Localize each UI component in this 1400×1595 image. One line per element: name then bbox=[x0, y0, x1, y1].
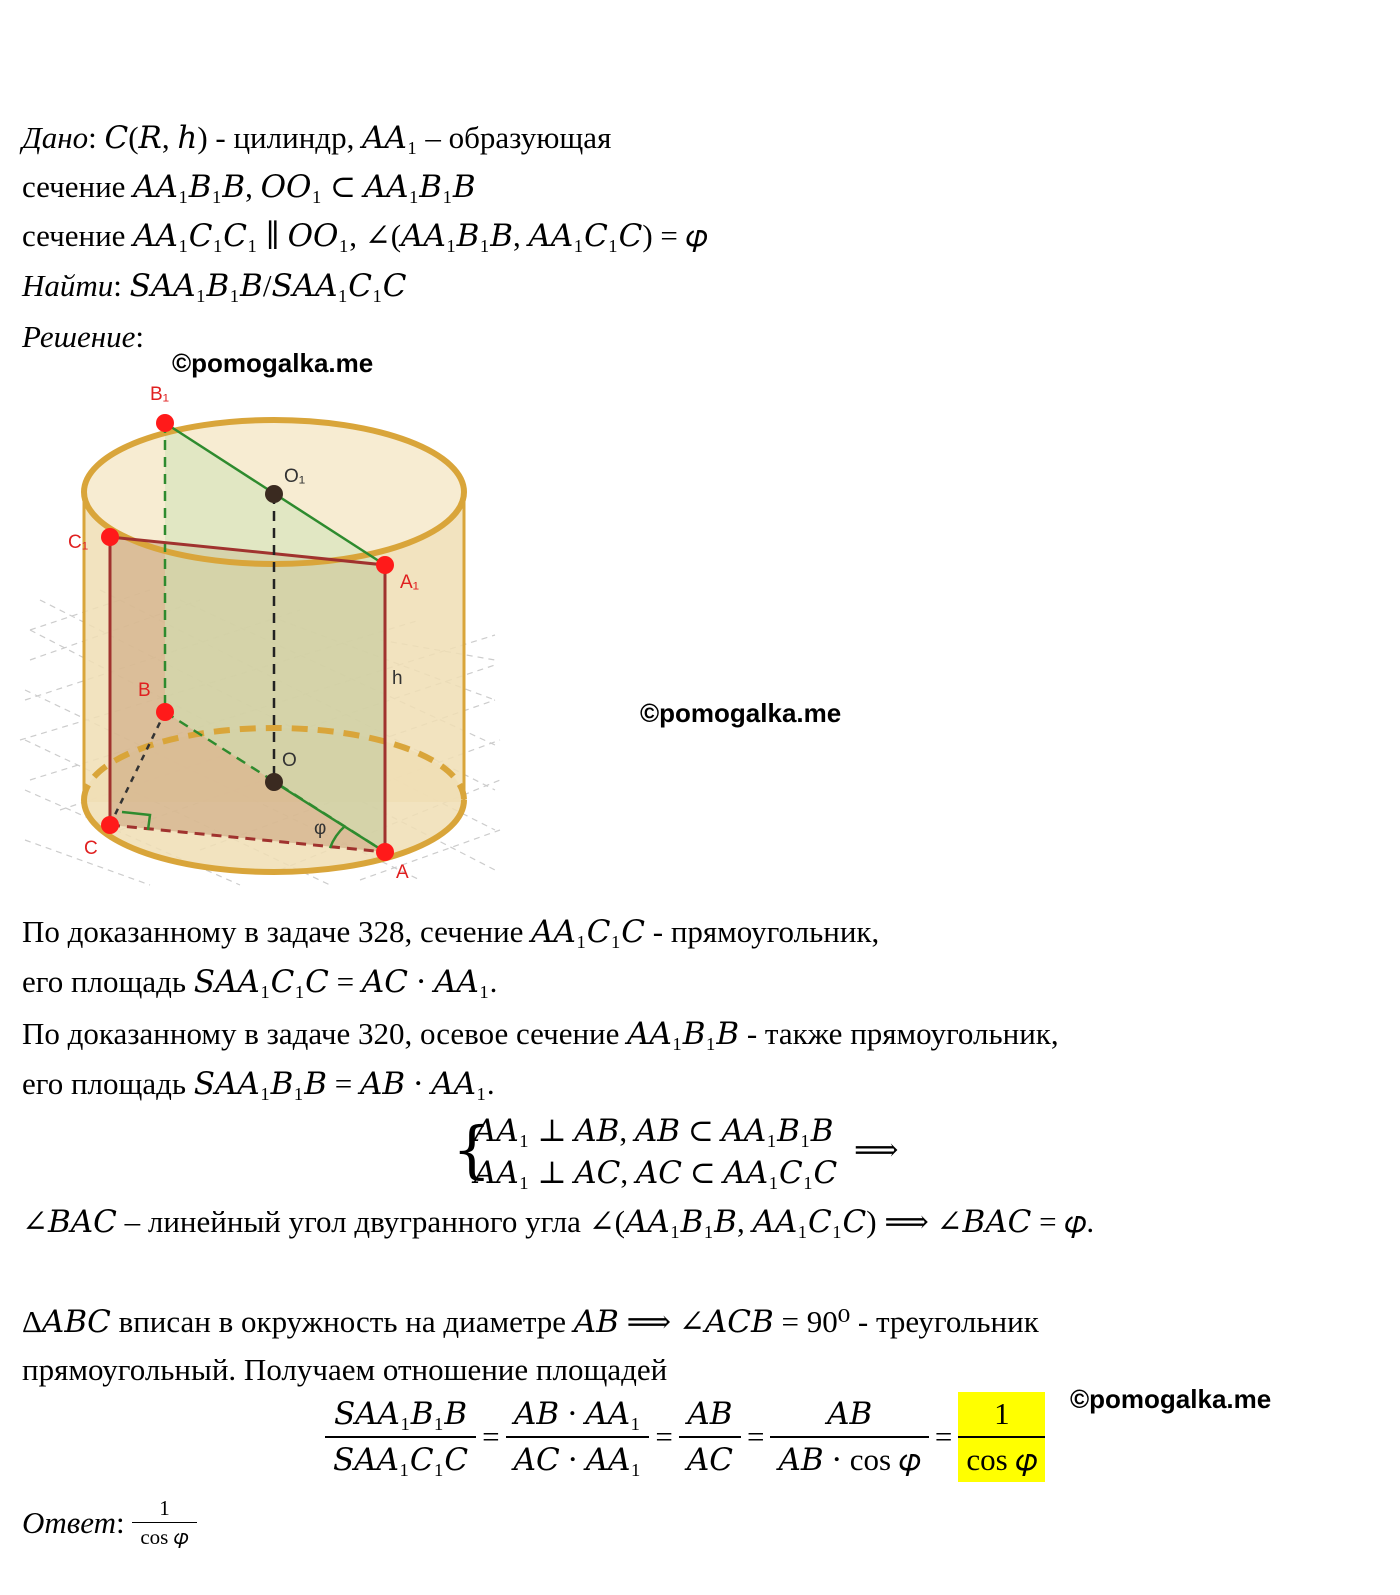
point-c1 bbox=[101, 528, 119, 546]
find-line bbox=[22, 266, 407, 306]
fraction-result-highlighted: $\frac{1}{\text{cos 𝜑}}$ bbox=[958, 1392, 1045, 1482]
label-o: O bbox=[282, 750, 297, 771]
label-c: C bbox=[84, 838, 98, 859]
label-phi: φ bbox=[314, 818, 327, 839]
fraction-products: $\frac{\text{𝐴𝐵 ⋅ 𝐴𝐴₁}}{\text{𝐴𝐶 ⋅ 𝐴𝐴₁}}$ bbox=[506, 1392, 650, 1482]
label-a: A bbox=[396, 862, 409, 883]
angle-line: ∠𝐵𝐴𝐶 – линейный угол двугранного угла ∠(𝐴𝐴₁𝐵₁𝐵, 𝐴𝐴₁𝐶₁𝐶) ⟹ ∠𝐵𝐴𝐶 = 𝜑. bbox=[22, 1204, 1095, 1239]
triangle-line-1: Δ𝐴𝐵𝐶 вписан в окружность на диаметре 𝐴𝐵 ⟹ ∠𝐴𝐶𝐵 = 90⁰ - треугольник bbox=[22, 1304, 1039, 1339]
paragraph-1: По доказанному в задаче 328, сечение 𝐴𝐴₁𝐶₁𝐶 - прямоугольник, bbox=[22, 914, 880, 949]
cylinder-figure bbox=[0, 370, 520, 900]
solution-heading: Решение: bbox=[22, 319, 144, 354]
point-c bbox=[101, 816, 119, 834]
watermark-2: ©pomogalka.me bbox=[640, 698, 842, 728]
paragraph-2: его площадь 𝑆𝐴𝐴₁𝐶₁𝐶 = 𝐴𝐶 ⋅ 𝐴𝐴₁. bbox=[22, 964, 498, 999]
label-b1: B₁ bbox=[150, 384, 170, 405]
point-o bbox=[265, 773, 283, 791]
fraction-ab-cos: $\frac{\text{𝐴𝐵}}{\text{𝐴𝐵 ⋅ cos 𝜑}}$ bbox=[770, 1392, 928, 1482]
label-b: B bbox=[138, 680, 151, 701]
system-row-2: 𝐴𝐴₁ ⊥ 𝐴𝐶, 𝐴𝐶 ⊂ 𝐴𝐴₁𝐶₁𝐶 bbox=[474, 1155, 838, 1190]
fraction-areas: $\frac{\text{𝑆𝐴𝐴₁𝐵₁𝐵}}{\text{𝑆𝐴𝐴₁𝐶₁𝐶}}$ bbox=[325, 1392, 476, 1482]
given-line-2: сечение 𝐴𝐴₁𝐵₁𝐵, 𝑂𝑂₁ ⊂ 𝐴𝐴₁𝐵₁𝐵 bbox=[22, 169, 476, 204]
label-o1: O₁ bbox=[284, 466, 306, 487]
given-text-1: : 𝐶(𝑅, ℎ) - цилиндр, 𝐴𝐴₁ – образующая bbox=[88, 120, 612, 155]
system-row-1: 𝐴𝐴₁ ⊥ 𝐴𝐵, 𝐴𝐵 ⊂ 𝐴𝐴₁𝐵₁𝐵 bbox=[474, 1113, 834, 1148]
point-o1 bbox=[265, 485, 283, 503]
find-label: Найти bbox=[22, 268, 114, 303]
answer-label: Ответ bbox=[22, 1504, 116, 1540]
given-label: Дано bbox=[22, 120, 89, 155]
find-expr: : 𝑆𝐴𝐴₁𝐵₁𝐵/𝑆𝐴𝐴₁𝐶₁𝐶 bbox=[113, 268, 407, 303]
watermark-3: ©pomogalka.me bbox=[1070, 1384, 1272, 1414]
label-h: h bbox=[392, 668, 403, 689]
triangle-line-2: прямоугольный. Получаем отношение площадей bbox=[22, 1352, 668, 1387]
point-a1 bbox=[376, 556, 394, 574]
system-implies: ⟹ bbox=[854, 1132, 899, 1167]
system-brace: { bbox=[452, 1113, 492, 1186]
label-c1: C₁ bbox=[68, 532, 89, 553]
point-b bbox=[156, 703, 174, 721]
solution-label: Решение bbox=[22, 319, 136, 354]
given-line-3: сечение 𝐴𝐴₁𝐶₁𝐶₁ ∥ 𝑂𝑂₁, ∠(𝐴𝐴₁𝐵₁𝐵, 𝐴𝐴₁𝐶₁𝐶) = 𝜑 bbox=[22, 218, 708, 253]
paragraph-3: По доказанному в задаче 320, осевое сечение 𝐴𝐴₁𝐵₁𝐵 - также прямоугольник, bbox=[22, 1016, 1059, 1051]
area-ratio-equation: $\frac{\text{𝑆𝐴𝐴₁𝐵₁𝐵}}{\text{𝑆𝐴𝐴₁𝐶₁𝐶}}$ = $\frac{\text{𝐴𝐵 ⋅ 𝐴𝐴₁}}{\text{𝐴𝐶 ⋅ 𝐴𝐴₁}}$ = $\frac{\text{𝐴𝐵}}{\text{𝐴𝐶}}$ = $\frac{\text{𝐴𝐵}}{\text{𝐴𝐵 ⋅ cos 𝜑}}$ = $\frac{1}{\text{cos 𝜑}}$ bbox=[325, 1392, 1045, 1482]
answer-fraction: $\frac{1}{\text{cos 𝜑}}$ bbox=[132, 1494, 196, 1551]
given-line-1 bbox=[22, 118, 611, 158]
watermark-1: ©pomogalka.me bbox=[172, 348, 374, 378]
fraction-ab-ac: $\frac{\text{𝐴𝐵}}{\text{𝐴𝐶}}$ bbox=[679, 1392, 741, 1482]
point-a bbox=[376, 843, 394, 861]
paragraph-4: его площадь 𝑆𝐴𝐴₁𝐵₁𝐵 = 𝐴𝐵 ⋅ 𝐴𝐴₁. bbox=[22, 1066, 495, 1101]
label-a1: A₁ bbox=[400, 572, 420, 593]
answer-line: Ответ: $\frac{1}{\text{cos 𝜑}}$ bbox=[22, 1494, 197, 1551]
point-b1 bbox=[156, 414, 174, 432]
